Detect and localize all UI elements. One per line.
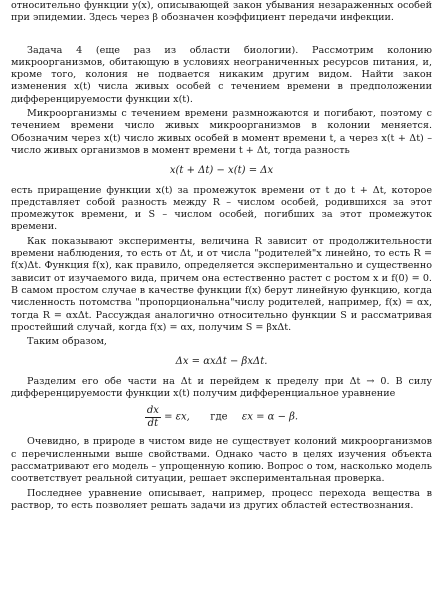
experiments-paragraph: Как показывают эксперименты, величина R зависит от продолжительности времени наблюдения, то есть от Δt, и от числа "родителей"x линейно, то есть R = f(x)Δt. Функция f(x), как правило, определяется экспериментально и существенно зависит от изучаемого вида, причем она естественно растет с ростом x и f(0) = 0. В самом простом случае в качестве функции f(x) берут линейную функцию, когда численность потомства "пропорциональна"числу родителей, например, f(x) = αx, тогда R = αxΔt. Рассуждая аналогично относительно функции S и рассматривая простейший случай, когда f(x) = αx, получим S = βxΔt. [11,235,432,333]
divide-paragraph: Разделим его обе части на Δt и перейдем к пределу при Δt → 0. В силу дифференцируемости функции x(t) получим дифференциальное уравнение [11,375,432,400]
document-page [11,0,432,512]
fraction-denominator: dt [147,418,159,430]
last-paragraph: Последнее уравнение описывает, например, процесс перехода вещества в раствор, то есть позволяет решать задачи из других областей естествознания. [11,487,432,511]
derivative-fraction [145,405,161,430]
equation-rhs: = εx, [164,411,190,423]
delta-x-formula: Δx = αxΔt − βxΔt. [175,356,268,368]
increment-formula: x(t + Δt) − x(t) = Δx [169,165,274,177]
microorganisms-paragraph: Микроорганизмы с течением времени размножаются и погибают, поэтому с течением времени число живых микроорганизмов в колонии меняется. Обозначим через x(t) число живых особей в момент времени t, а через x(t + Δt) – число живых организмов в момент времени t + Δt, тогда разность [11,108,432,156]
differential-equation [11,405,432,430]
increment-paragraph: есть приращение функции x(t) за промежуток времени от t до t + Δt, которое представляет собой разность между R – числом особей, родившихся за этот промежуток времени, и S – числом особей, погибших за этот промежуток времени. [11,184,432,233]
section-spacer [11,25,432,45]
intro-paragraph-end: относительно функции y(x), описывающей закон убывания незараженных особей при эпидемии. Здесь через β обозначен коэффициент передачи инфекции. [11,0,432,24]
thus-paragraph: Таким образом, [27,336,107,348]
task-4-paragraph: Задача 4 (еще раз из области биологии). Рассмотрим колонию микроорганизмов, обитающую в условиях неограниченных ресурсов питания, и, кроме того, колония не подвается никаким другим видом. Найти закон изменения x(t) числа живых особей с течением времени в предположении дифференцируемости функции x(t). [11,44,432,105]
fraction-numerator: dx [146,405,159,417]
equation-definition: εx = α − β. [241,411,299,423]
equation-where: где [210,411,228,423]
nature-paragraph: Очевидно, в природе в чистом виде не существует колоний микроорганизмов с перечисленными выше свойствами. Однако часто в целях изучения объекта рассматривают его модель – упрощенную копию. Вопрос о том, насколько модель соответствует реальной ситуации, решает экспериментальная проверка. [11,436,432,485]
